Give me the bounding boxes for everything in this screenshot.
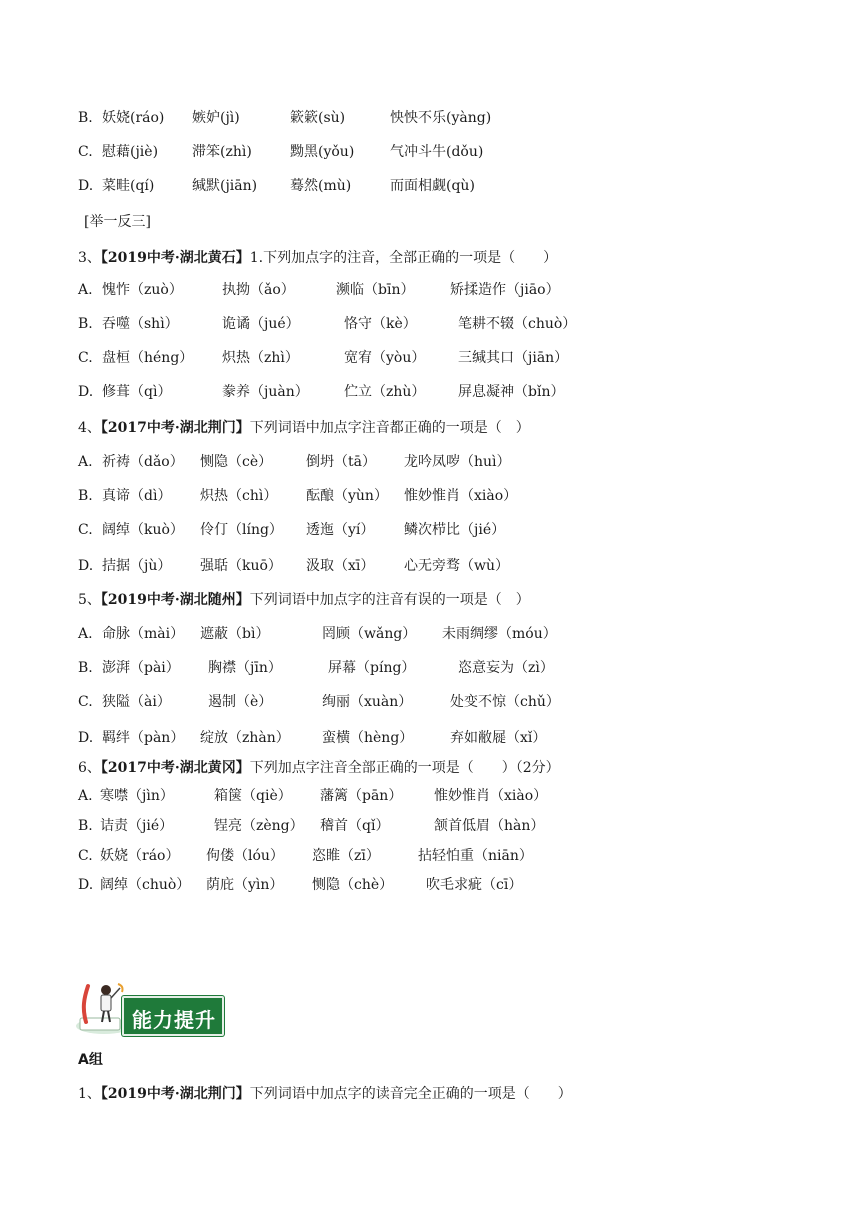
badge-plate bbox=[122, 996, 224, 1036]
question-source: 【2019中考·湖北荆门】 bbox=[100, 1086, 250, 1102]
document-page: B. 妖娆(ráo) 嫉妒(jì) 簌簌(sù) 怏怏不乐(yàng) C. 慰藉(jiè) 滞笨(zhì) 黝黑(yǒu) 气冲斗牛(dǒu) D. 菜畦(qí) 缄默(jiān) 蓦然(mù) 而面相觑(qù) [举一反三] 3、【2019中考·湖北黄石】1.下列加点字的注音，全部正确的一项是（ ） A. 愧怍（zuò） 执拗（ǎo） 濒临（bīn） 矫揉造作（jiāo） B. 吞噬（shì） 诡谲（jué） 恪守（kè） 笔耕不辍（chuò） C. 盘桓（héng） 炽热（zhì） 宽宥（yòu） 三缄其口（jiān） D. 修葺（qì） 豢养（juàn） 伫立（zhù） 屏息凝神（bǐn） 4、【2017中考·湖北荆门】下列词语中加点字注音都正确的一项是（ ） A. 祈祷（dǎo） 恻隐（cè） 倒坍（tā） 龙吟凤哕（huì） B. 真谛（dì） 炽热（chì） 酝酿（yùn） 惟妙惟肖（xiào） C. 阔绰（kuò） 伶仃（líng） 透迤（yí） 鳞次栉比（jié） D. 拮据（jù） 强聒（kuō） 汲取（xī） 心无旁骛（wù） 5、【2019中考·湖北随州】下列词语中加点字的注音有误的一项是（ ） A. 命脉（mài） 遮蔽（bì） 罔顾（wǎng） 未雨绸缪（móu） B. 澎湃（pài） 胸襟（jīn） 屏幕（píng） 恣意妄为（zì） C. 狭隘（ài） 遏制（è） 绚丽（xuàn） 处变不惊（chǔ） D. 羁绊（pàn） 绽放（zhàn） 蛮横（hèng） 弃如敝屣（xǐ） 6、【2017中考·湖北黄冈】下列加点字注音全部正确的一项是（ ）（2分） A. 寒噤（jìn） 箱箧（qiè） 藩篱（pān） 惟妙惟肖（xiào） B. 诘责（jié） 锃亮（zèng） 稽首（qǐ） 颔首低眉（hàn） C. 妖娆（ráo） 佝偻（lóu） 恣睢（zī） 拈轻怕重（niān） D. 阔绰（chuò） 荫庇（yìn） 恻隐（chè） 吹毛求疵（cī） 能力提升 A组 1、【2019中考·湖北荆门】下列词语中加点字的读音完全正确的一项是（ ） bbox=[0, 0, 860, 1216]
question-1-stem: 1、【2019中考·湖北荆门】下列词语中加点字的读音完全正确的一项是（ ） bbox=[78, 1086, 572, 1102]
question-3-stem: 3、【2019中考·湖北黄石】1.下列加点字的注音，全部正确的一项是（ ） bbox=[78, 250, 558, 266]
badge-title: 能力提升 bbox=[132, 1008, 216, 1032]
question-6-stem: 6、【2017中考·湖北黄冈】下列加点字注音全部正确的一项是（ ）（2分） bbox=[78, 760, 560, 776]
group-label: A组 bbox=[78, 1052, 103, 1068]
section-badge-ability bbox=[74, 978, 222, 1038]
question-source: 【2017中考·湖北荆门】 bbox=[100, 420, 250, 436]
section-tag: [举一反三] bbox=[84, 214, 151, 230]
question-5-stem: 5、【2019中考·湖北随州】下列词语中加点字的注音有误的一项是（ ） bbox=[78, 592, 530, 608]
question-source: 【2019中考·湖北随州】 bbox=[100, 592, 250, 608]
question-source: 【2017中考·湖北黄冈】 bbox=[100, 760, 250, 776]
question-source: 【2019中考·湖北黄石】 bbox=[100, 250, 250, 266]
question-4-stem: 4、【2017中考·湖北荆门】下列词语中加点字注音都正确的一项是（ ） bbox=[78, 420, 530, 436]
